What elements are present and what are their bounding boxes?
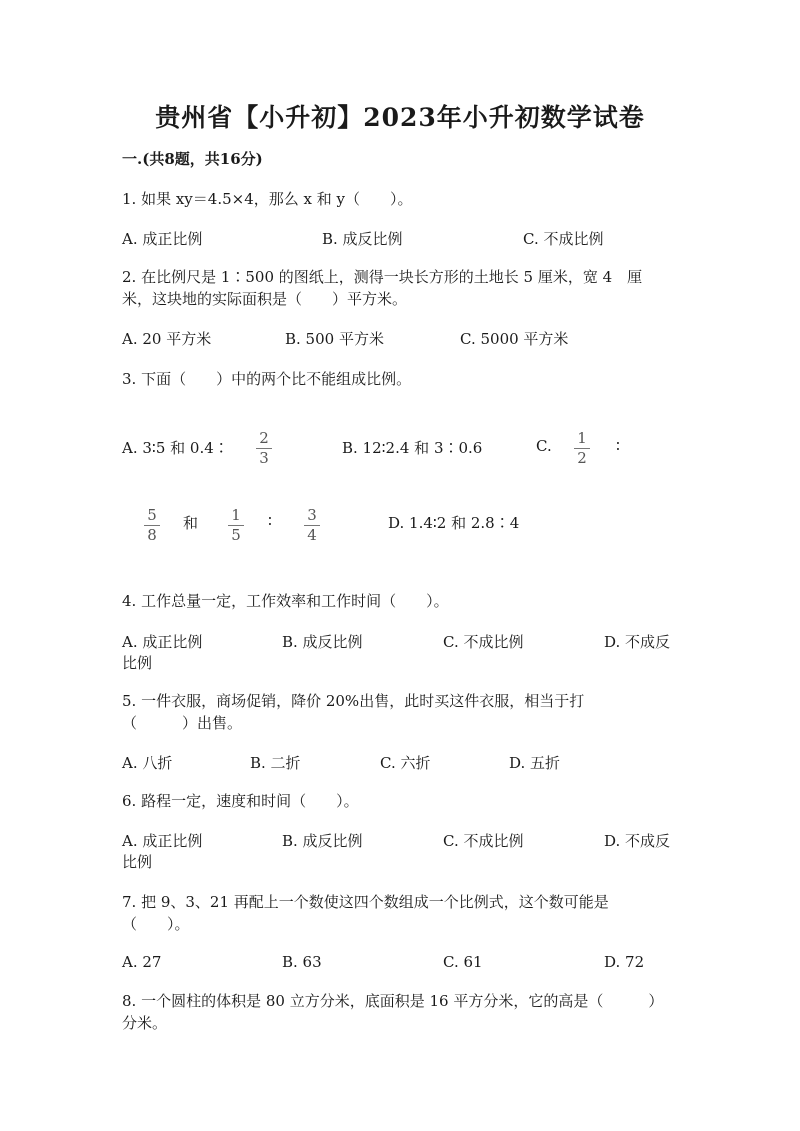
question-5-line2: （ ）出售。 (122, 714, 243, 732)
question-7-line2: （ ）。 (122, 915, 190, 933)
q4-option-b: B. 成反比例 (282, 633, 363, 651)
q3-and-word: 和 (183, 514, 199, 532)
q2-option-b: B. 500 平方米 (285, 330, 384, 348)
q1-option-b: B. 成反比例 (322, 230, 403, 248)
q7-option-b: B. 63 (282, 953, 322, 971)
q3-fraction-two-thirds: 2 3 (255, 430, 273, 467)
q7-option-d: D. 72 (604, 953, 645, 971)
q2-option-c: C. 5000 平方米 (460, 330, 569, 348)
question-5-line1: 5. 一件衣服，商场促销，降价 20%出售，此时买这件衣服，相当于打 (122, 692, 585, 710)
section-heading: 一.(共8题，共16分) (122, 150, 263, 168)
q5-option-b: B. 二折 (250, 754, 301, 772)
question-7-line1: 7. 把 9、3、21 再配上一个数使这四个数组成一个比例式，这个数可能是 (122, 893, 609, 911)
q4-option-a: A. 成正比例 (122, 633, 203, 651)
question-2-line1: 2. 在比例尺是 1∶500 的图纸上，测得一块长方形的土地长 5 厘米，宽 4 厘 (122, 268, 643, 286)
question-2-line2: 米，这块地的实际面积是（ ）平方米。 (122, 290, 408, 308)
q7-option-c: C. 61 (443, 953, 483, 971)
q3-option-a: A. 3∶5 和 0.4∶ (122, 439, 229, 457)
q3-option-c-label: C. (536, 437, 552, 455)
q3-fraction-five-eighths: 5 8 (143, 507, 161, 544)
q6-option-d-wrap: 比例 (122, 853, 153, 871)
q2-option-a: A. 20 平方米 (122, 330, 212, 348)
question-4: 4. 工作总量一定，工作效率和工作时间（ ）。 (122, 592, 449, 610)
q6-option-d: D. 不成反 (604, 832, 671, 850)
q3-fraction-one-half: 1 2 (573, 430, 591, 467)
q4-option-d-wrap: 比例 (122, 654, 153, 672)
question-8-line1: 8. 一个圆柱的体积是 80 立方分米，底面积是 16 平方分米，它的高是（ ） (122, 992, 664, 1010)
q3-ratio-colon-2: ∶ (268, 512, 272, 530)
q6-option-b: B. 成反比例 (282, 832, 363, 850)
q3-fraction-one-fifth: 1 5 (227, 507, 245, 544)
q3-fraction-three-quarters: 3 4 (303, 507, 321, 544)
question-8-line2: 分米。 (122, 1014, 168, 1032)
q1-option-a: A. 成正比例 (122, 230, 203, 248)
q3-option-d: D. 1.4∶2 和 2.8∶4 (388, 514, 520, 532)
q4-option-c: C. 不成比例 (443, 633, 524, 651)
q6-option-c: C. 不成比例 (443, 832, 524, 850)
q5-option-c: C. 六折 (380, 754, 431, 772)
page-title: 贵州省【小升初】2023年小升初数学试卷 (155, 103, 645, 132)
q5-option-a: A. 八折 (122, 754, 173, 772)
question-3: 3. 下面（ ）中的两个比不能组成比例。 (122, 370, 412, 388)
q1-option-c: C. 不成比例 (523, 230, 604, 248)
q5-option-d: D. 五折 (509, 754, 561, 772)
q6-option-a: A. 成正比例 (122, 832, 203, 850)
q7-option-a: A. 27 (122, 953, 162, 971)
question-1: 1. 如果 xy＝4.5×4，那么 x 和 y（ ）。 (122, 190, 413, 208)
question-6: 6. 路程一定，速度和时间（ ）。 (122, 792, 359, 810)
q3-option-b: B. 12∶2.4 和 3∶0.6 (342, 439, 483, 457)
q3-ratio-colon-1: ∶ (616, 437, 620, 455)
q4-option-d: D. 不成反 (604, 633, 671, 651)
